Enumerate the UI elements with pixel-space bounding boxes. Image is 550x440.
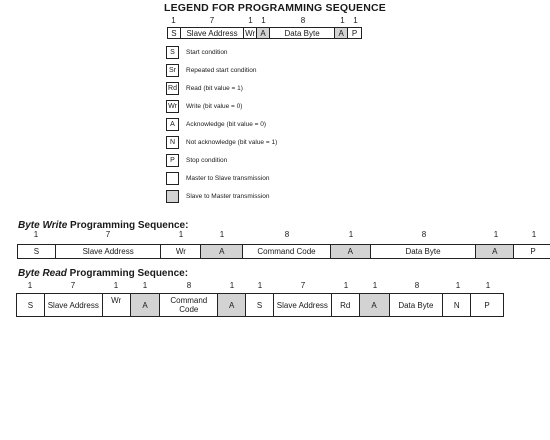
byte-write-sequence xyxy=(17,244,550,259)
legend-frame-bit-count-6: 1 xyxy=(353,16,358,25)
byte-read-bit-count-1: 7 xyxy=(70,281,76,290)
byte-write-bit-count-1: 7 xyxy=(105,230,111,239)
byte-write-field-2: Wr xyxy=(161,245,201,258)
legend-frame-bit-count-0: 1 xyxy=(171,16,176,25)
byte-read-heading-rest: Programming Sequence: xyxy=(66,268,189,279)
legend-frame-field-3: A xyxy=(257,28,270,38)
byte-write-bit-count-0: 1 xyxy=(33,230,39,239)
byte-read-field-3: A xyxy=(131,294,161,316)
byte-write-field-6: Data Byte xyxy=(371,245,477,258)
legend-description: Slave to Master transmission xyxy=(186,193,270,200)
legend-description: Read (bit value = 1) xyxy=(186,85,243,92)
byte-read-sequence xyxy=(16,293,504,317)
byte-write-bit-count-4: 8 xyxy=(284,230,290,239)
byte-read-field-9: A xyxy=(360,294,390,316)
byte-read-field-11: N xyxy=(443,294,471,316)
legend-title: LEGEND FOR PROGRAMMING SEQUENCE xyxy=(163,2,387,14)
byte-read-field-0: S xyxy=(17,294,45,316)
byte-read-bit-count-4: 8 xyxy=(186,281,192,290)
byte-write-field-3: A xyxy=(201,245,243,258)
byte-read-bit-count-12: 1 xyxy=(485,281,491,290)
master-shade-swatch xyxy=(166,172,179,185)
legend-item xyxy=(166,99,242,114)
legend-description: Stop condition xyxy=(186,157,228,164)
legend-item xyxy=(166,189,269,204)
byte-read-bit-count-5: 1 xyxy=(229,281,235,290)
legend-item xyxy=(166,45,228,60)
legend-symbol: Rd xyxy=(166,82,179,95)
legend-description: Not acknowledge (bit value = 1) xyxy=(186,139,278,146)
byte-read-bit-count-2: 1 xyxy=(113,281,119,290)
byte-write-bit-count-5: 1 xyxy=(348,230,354,239)
byte-read-field-12: P xyxy=(484,300,490,310)
legend-item xyxy=(166,117,266,132)
byte-write-field-4: Command Code xyxy=(243,245,331,258)
legend-symbol: S xyxy=(166,46,179,59)
byte-read-bit-count-0: 1 xyxy=(27,281,33,290)
byte-read-bit-count-10: 8 xyxy=(414,281,420,290)
legend-symbol: A xyxy=(166,118,179,131)
byte-write-field-1: Slave Address xyxy=(56,245,162,258)
byte-read-bit-count-6: 1 xyxy=(257,281,263,290)
legend-symbol: N xyxy=(166,136,179,149)
legend-frame-bit-count-3: 1 xyxy=(261,16,266,25)
byte-write-bit-count-6: 8 xyxy=(421,230,427,239)
byte-write-bit-count-2: 1 xyxy=(178,230,184,239)
legend-item xyxy=(166,171,269,186)
legend-frame-bit-count-1: 7 xyxy=(209,16,215,25)
legend-frame-field-2: Wr xyxy=(245,28,256,38)
byte-write-field-8: P xyxy=(530,247,536,256)
legend-frame-field-4: Data Byte xyxy=(270,28,335,38)
byte-write-field-7: A xyxy=(476,245,514,258)
legend-frame-bit-count-4: 8 xyxy=(300,16,306,25)
byte-read-field-2: Wr xyxy=(103,294,131,316)
byte-read-field-1: Slave Address xyxy=(45,294,103,316)
byte-read-field-5: A xyxy=(218,294,246,316)
byte-write-field-5: A xyxy=(331,245,371,258)
legend-frame-field-6: P xyxy=(351,28,358,38)
legend-description: Acknowledge (bit value = 0) xyxy=(186,121,267,128)
byte-write-bit-count-8: 1 xyxy=(531,230,537,239)
byte-read-field-6: S xyxy=(246,294,274,316)
byte-read-bit-count-11: 1 xyxy=(455,281,461,290)
byte-read-field-7: Slave Address xyxy=(274,294,332,316)
legend-frame-example xyxy=(167,27,362,39)
legend-item xyxy=(166,63,256,78)
byte-write-field-0: S xyxy=(18,245,56,258)
legend-description: Write (bit value = 0) xyxy=(186,103,243,110)
legend-frame-field-1: Slave Address xyxy=(181,28,244,38)
legend-item xyxy=(166,153,227,168)
legend-item xyxy=(166,135,277,150)
legend-frame-field-5: A xyxy=(335,28,348,38)
legend-frame-field-0: S xyxy=(168,28,181,38)
legend-frame-bit-count-5: 1 xyxy=(340,16,345,25)
legend-item xyxy=(166,81,243,96)
byte-read-heading xyxy=(18,268,188,279)
legend-symbol: Sr xyxy=(166,64,179,77)
legend-symbol: P xyxy=(166,154,179,167)
byte-read-bit-count-8: 1 xyxy=(343,281,349,290)
byte-write-bit-count-3: 1 xyxy=(219,230,225,239)
legend-symbol: Wr xyxy=(166,100,179,113)
legend-description: Master to Slave transmission xyxy=(186,175,270,182)
legend-description: Start condition xyxy=(186,49,228,56)
slave-shade-swatch xyxy=(166,190,179,203)
byte-write-heading-italic: Byte Write xyxy=(18,220,68,231)
byte-read-bit-count-3: 1 xyxy=(142,281,148,290)
legend-description: Repeated start condition xyxy=(186,67,257,74)
byte-read-bit-count-7: 7 xyxy=(300,281,306,290)
byte-write-heading-rest: Programming Sequence: xyxy=(67,220,189,231)
byte-read-field-10: Data Byte xyxy=(390,294,444,316)
byte-read-bit-count-9: 1 xyxy=(372,281,378,290)
byte-read-field-8: Rd xyxy=(332,294,360,316)
byte-read-field-4: Command Code xyxy=(160,294,218,316)
legend-frame-bit-count-2: 1 xyxy=(248,16,253,25)
byte-read-heading-italic: Byte Read xyxy=(18,268,67,279)
byte-write-bit-count-7: 1 xyxy=(493,230,499,239)
